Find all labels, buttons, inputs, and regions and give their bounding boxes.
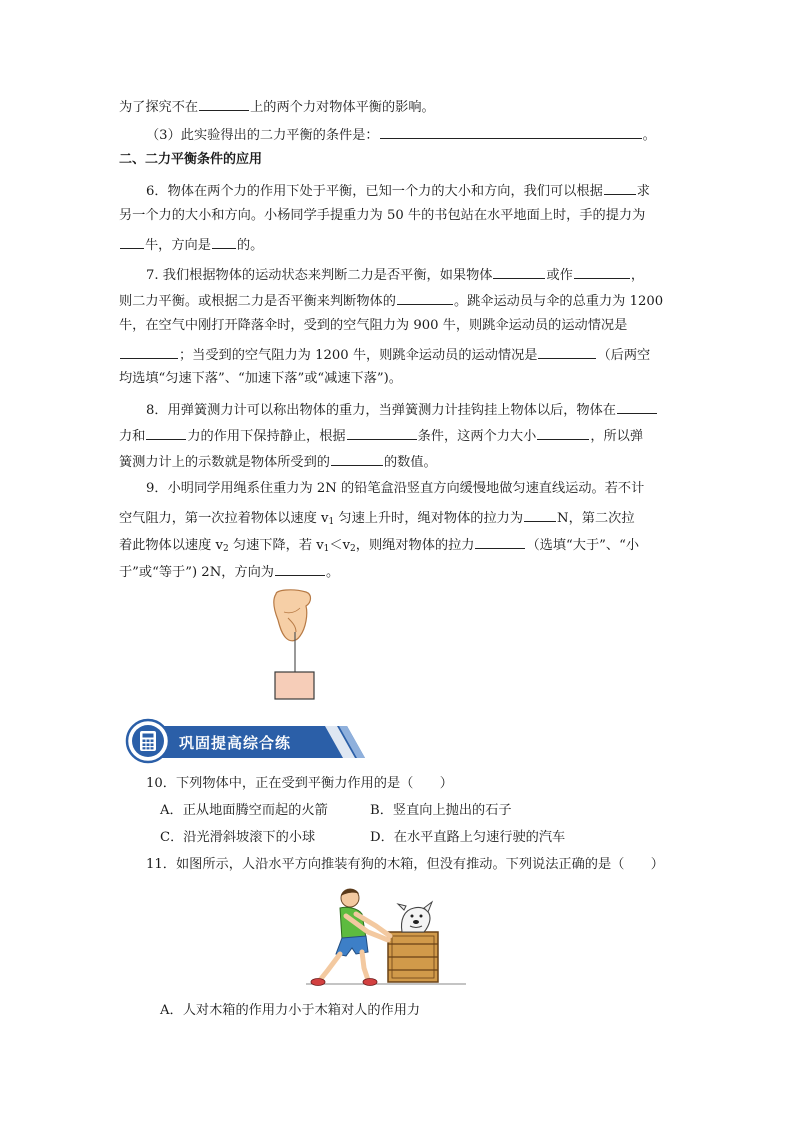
answer-blank[interactable]	[347, 425, 417, 440]
question-10-option-a[interactable]: A．正从地面腾空而起的火箭	[160, 803, 328, 818]
answer-blank[interactable]	[212, 234, 236, 249]
crate	[388, 932, 438, 982]
hand-box-figure	[262, 588, 332, 703]
question-11-stem: 11．如图所示，人沿水平方向推装有狗的木箱，但没有推动。下列说法正确的是（ ）	[146, 857, 664, 872]
section-heading: 二、二力平衡条件的应用	[119, 152, 263, 167]
line-q-condition: （3）此实验得出的二力平衡的条件是： 。	[146, 124, 656, 145]
hand-icon	[274, 590, 311, 641]
calculator-icon	[140, 731, 156, 751]
answer-blank[interactable]	[524, 507, 556, 522]
question-10-stem: 10．下列物体中，正在受到平衡力作用的是（ ）	[146, 776, 453, 791]
answer-blank[interactable]	[199, 96, 249, 111]
answer-blank[interactable]	[397, 290, 453, 305]
question-9-line1: 9．小明同学用绳系住重力为 2N 的铅笔盒沿竖直方向缓慢地做匀速直线运动。若不计	[146, 481, 645, 496]
answer-blank[interactable]	[617, 399, 657, 414]
question-10-option-b[interactable]: B．竖直向上抛出的石子	[370, 803, 512, 818]
question-9-line4: 于”或“等于”) 2N，方向为 。	[119, 561, 339, 582]
person-pushing-crate-figure	[306, 880, 466, 990]
answer-blank[interactable]	[331, 451, 383, 466]
answer-blank[interactable]	[604, 180, 636, 195]
answer-blank[interactable]	[146, 425, 186, 440]
answer-blank[interactable]	[538, 344, 596, 359]
question-8-line3: 簧测力计上的示数就是物体所受到的 的数值。	[119, 451, 437, 472]
question-6-line1: 6．物体在两个力的作用下处于平衡，已知一个力的大小和方向，我们可以根据 求	[146, 180, 650, 201]
dog-icon	[398, 902, 432, 932]
question-9-line2: 空气阻力，第一次拉着物体以速度 $v_1$ 匀速上升时，绳对物体的拉力为 N，第二次拉	[119, 507, 635, 531]
question-10-option-c[interactable]: C．沿光滑斜坡滚下的小球	[160, 830, 316, 845]
question-7-line5: 均选填“匀速下落”、“加速下落”或“减速下落”)。	[119, 371, 402, 386]
pencil-box	[275, 672, 314, 699]
answer-blank[interactable]	[120, 344, 178, 359]
question-7-line2: 则二力平衡。或根据二力是否平衡来判断物体的 。跳伞运动员与伞的总重力为 1200	[119, 290, 663, 311]
section-banner	[125, 718, 375, 764]
question-10-option-d[interactable]: D．在水平直路上匀速行驶的汽车	[370, 830, 566, 845]
person-icon	[311, 889, 390, 986]
question-9-line3: 着此物体以速度 $v_2$ 匀速下降，若 $v_1<v_2$，则绳对物体的拉力 （选填“大于”、“小	[119, 534, 639, 558]
answer-blank[interactable]	[493, 264, 545, 279]
question-7-line3: 牛，在空气中刚打开降落伞时，受到的空气阻力为 900 牛，则跳伞运动员的运动情况是	[119, 318, 628, 333]
answer-blank[interactable]	[275, 561, 325, 576]
question-7-line4: ；当受到的空气阻力为 1200 牛，则跳伞运动员的运动情况是 （后两空	[119, 344, 650, 365]
question-6-line2: 另一个力的大小和方向。小杨同学手提重力为 50 牛的书包站在水平地面上时，手的提力为	[119, 208, 646, 223]
question-8-line2: 力和 力的作用下保持静止，根据 条件，这两个力大小 ，所以弹	[119, 425, 643, 446]
question-6-line3: 牛，方向是 的。	[119, 234, 263, 255]
answer-blank[interactable]	[537, 425, 589, 440]
answer-blank[interactable]	[380, 124, 642, 139]
line-q-prev-end: 为了探究不在 上的两个力对物体平衡的影响。	[119, 96, 435, 117]
question-11-option-a[interactable]: A．人对木箱的作用力小于木箱对人的作用力	[160, 1003, 421, 1018]
question-8-line1: 8．用弹簧测力计可以称出物体的重力，当弹簧测力计挂钩挂上物体以后，物体在	[146, 399, 658, 420]
question-7-line1: 7. 我们根据物体的运动状态来判断二力是否平衡，如果物体 或作 ，	[146, 264, 644, 285]
banner-title: 巩固提高综合练	[179, 734, 292, 752]
answer-blank[interactable]	[574, 264, 630, 279]
answer-blank[interactable]	[475, 534, 525, 549]
answer-blank[interactable]	[120, 234, 144, 249]
